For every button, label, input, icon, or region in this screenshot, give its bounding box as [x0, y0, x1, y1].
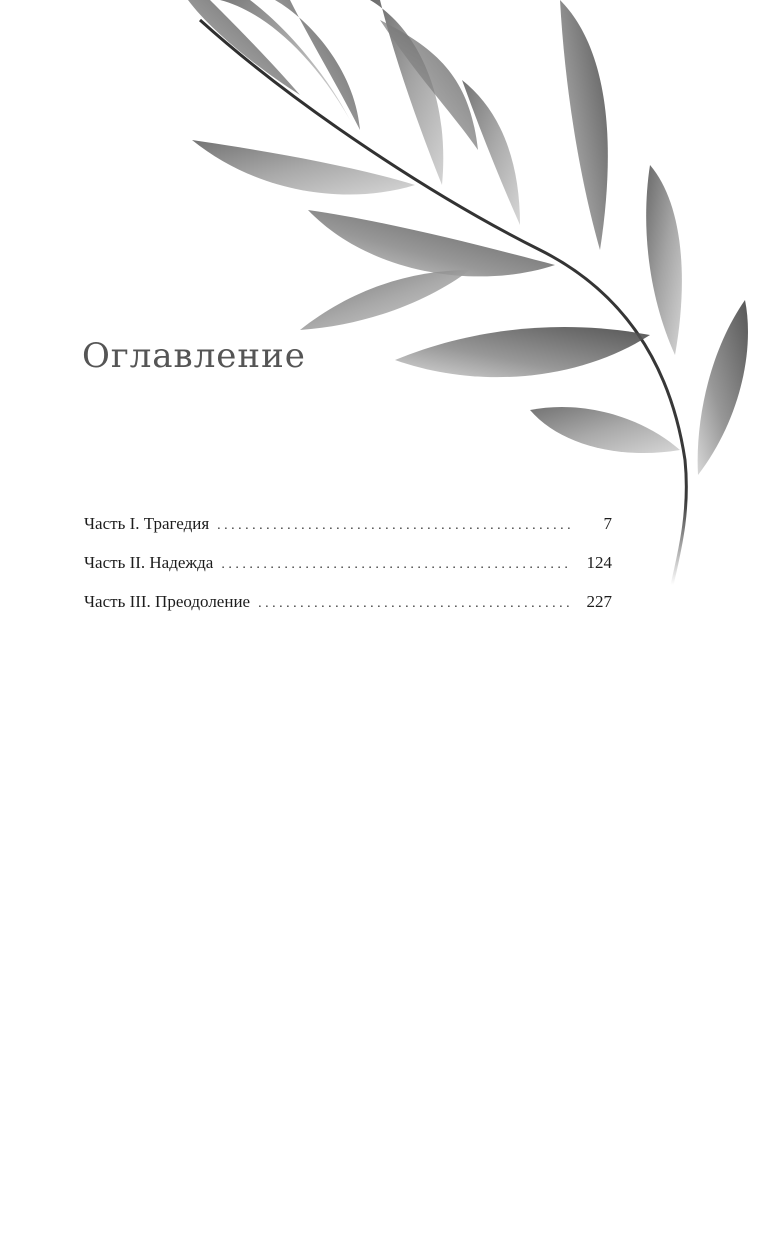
dot-leader — [221, 553, 572, 577]
table-of-contents — [84, 512, 612, 629]
toc-entry-page: 7 — [603, 514, 612, 533]
toc-entry-label: Часть I. Трагедия — [84, 514, 210, 533]
toc-entry-page: 227 — [586, 592, 612, 611]
toc-entry[interactable] — [84, 590, 612, 629]
watercolor-leaf-branch-icon — [180, 0, 768, 590]
toc-entry[interactable] — [84, 512, 612, 551]
dot-leader — [258, 592, 572, 616]
dot-leader — [217, 514, 572, 538]
page-title: Оглавление — [82, 336, 306, 376]
toc-entry-label: Часть II. Надежда — [84, 553, 214, 572]
toc-entry-page: 124 — [586, 553, 612, 572]
toc-entry[interactable] — [84, 551, 612, 590]
toc-entry-label: Часть III. Преодоление — [84, 592, 251, 611]
